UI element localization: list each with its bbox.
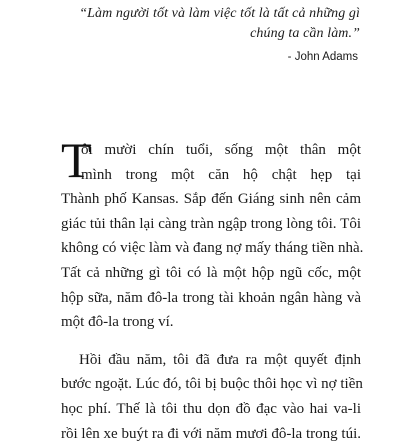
paragraph-gap [61, 335, 361, 348]
text-line: Thành phố Kansas. Sắp đến Giáng sinh nên cảm [61, 191, 361, 208]
text-line: hộp sữa, năm đô-la trong tài khoản ngân hàng và [61, 289, 361, 306]
paragraph-1 [61, 132, 364, 335]
text-line: học phí. Thế là tôi thu dọn đồ đạc vào hai va-li [61, 400, 361, 417]
text-line: giác tủi thân lại càng tràn ngập trong lòng tôi. Tôi [61, 215, 361, 232]
body-text [61, 132, 364, 446]
text-line: Hồi đầu năm, tôi đã đưa ra một quyết định [79, 351, 361, 368]
epigraph-quote-line: chúng ta cần làm.” [250, 26, 360, 41]
text-line: một đô-la trong ví. [61, 314, 174, 331]
text-line: mình trong một căn hộ chật hẹp tại [81, 166, 361, 183]
text-line: không có việc làm và đang nợ mấy tháng tiền nhà. [61, 240, 364, 257]
epigraph-attribution: - John Adams [287, 51, 358, 63]
text-line: ôi mười chín tuổi, sống một thân một [81, 142, 361, 158]
text-line: rồi lên xe buýt ra đi với năm mươi đô-la trong túi. [61, 425, 361, 442]
text-line: Tất cả những gì tôi có là một hộp ngũ cốc, một [61, 264, 361, 281]
epigraph-quote-line: “Làm người tốt và làm việc tốt là tất cả những gì [79, 6, 360, 21]
drop-cap: T [61, 132, 92, 188]
text-line: bước ngoặt. Lúc đó, tôi bị buộc thôi học vì nợ tiền [61, 376, 363, 393]
epigraph [60, 4, 360, 66]
paragraph-2 [61, 348, 361, 446]
